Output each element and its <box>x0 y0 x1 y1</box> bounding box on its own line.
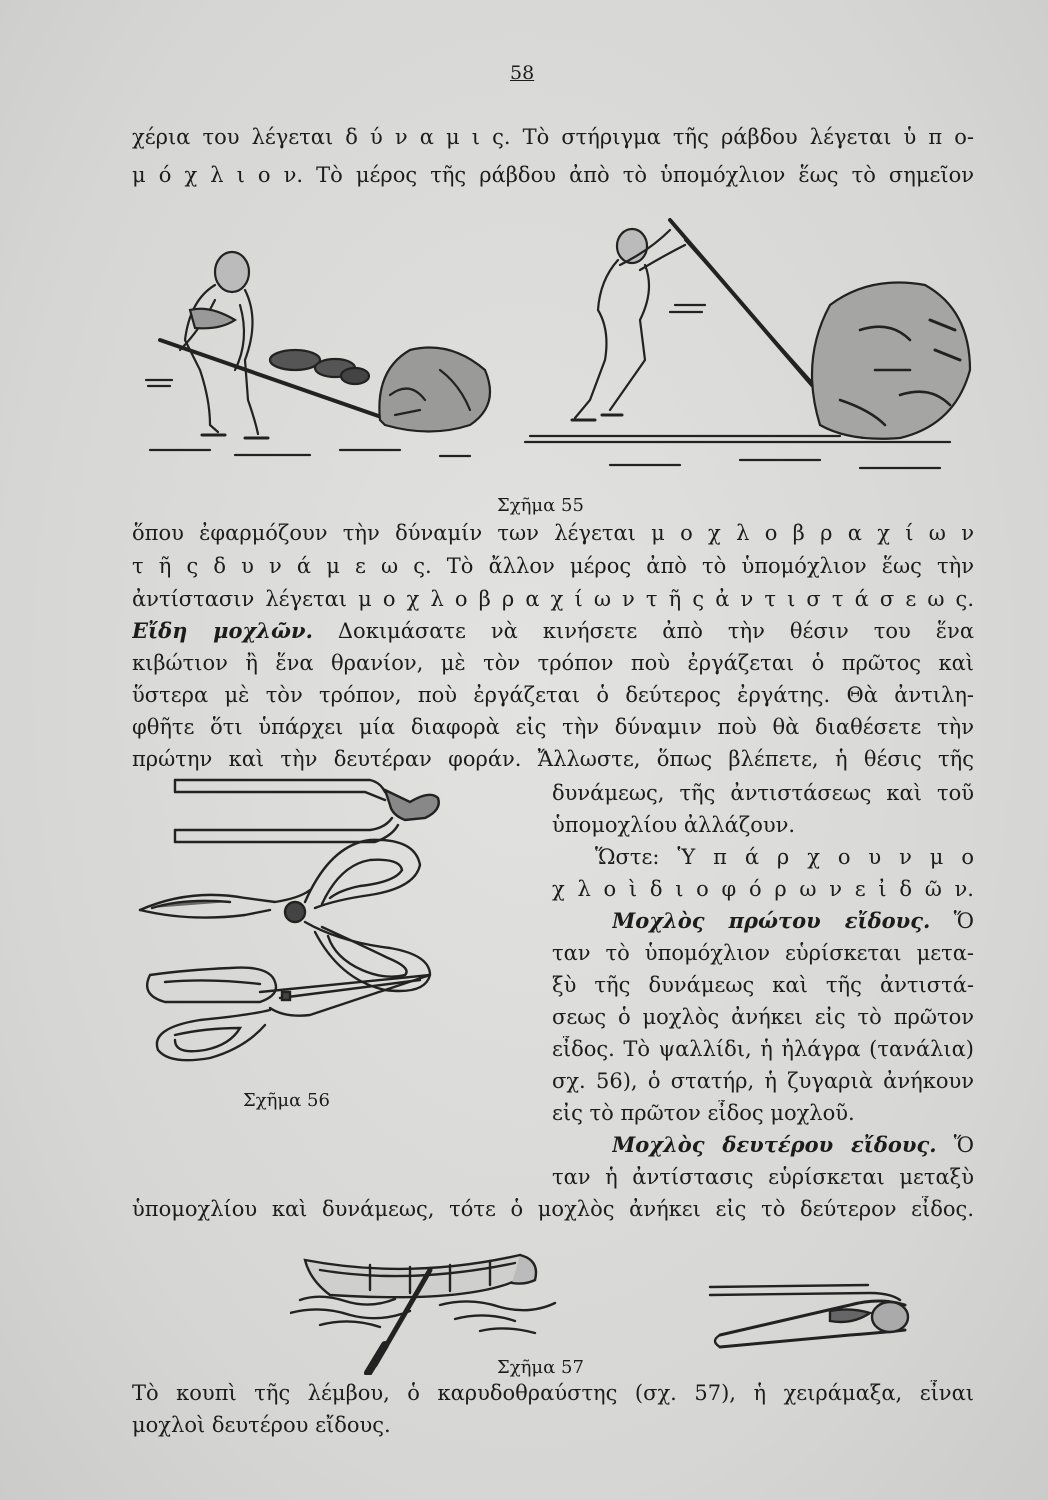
text-line: ὑπομοχλίου ἀλλάζουν. <box>552 813 796 837</box>
text-line: σχ. 56), ὁ στατήρ, ἡ ζυγαριὰ ἀνήκουν <box>552 1069 974 1093</box>
text-line: πρώτην καὶ τὴν δευτέραν φοράν. Ἄλλωστε, ὅπως βλέπετε, ἡ θέσις τῆς <box>132 747 974 771</box>
text-line: ταν τὸ ὑπομόχλιον εὑρίσκεται μετα- <box>552 941 974 965</box>
figure-57-caption: Σχῆμα 57 <box>497 1357 584 1378</box>
figure-57-oar-nutcracker <box>290 1235 950 1375</box>
text-line: Τὸ κουπὶ τῆς λέμβου, ὁ καρυδοθραύστης (σχ. 57), ἡ χειράμαξα, εἶναι <box>132 1381 974 1405</box>
text-line: σεως ὁ μοχλὸς ἀνήκει εἰς τὸ πρῶτον <box>552 1005 974 1029</box>
text-line: ὅπου ἐφαρμόζουν τὴν δύναμίν των λέγεται μ ο χ λ ο β ρ α χ ί ω ν <box>132 521 974 545</box>
text-line: μ ό χ λ ι ο ν. Τὸ μέρος τῆς ράβδου ἀπὸ τὸ ὑπομόχλιον ἕως τὸ σημεῖον <box>132 163 974 187</box>
text-line: μοχλοὶ δευτέρου εἴδους. <box>132 1413 391 1437</box>
section-3-heading: Μοχλὸς δευτέρου εἴδους. <box>612 1132 937 1157</box>
figure-56-caption: Σχῆμα 56 <box>243 1090 330 1111</box>
text-line: δυνάμεως, τῆς ἀντιστάσεως καὶ τοῦ <box>552 781 974 805</box>
section-2-heading: Μοχλὸς πρώτου εἴδους. <box>612 908 931 933</box>
section-2-first-line <box>612 908 974 934</box>
text-line: φθῆτε ὅτι ὑπάρχει μία διαφορὰ εἰς τὴν δύναμιν ποὺ θὰ διαθέσετε τὴν <box>132 715 974 739</box>
text-line: χέρια του λέγεται δ ύ ν α μ ι ς. Τὸ στήριγμα τῆς ράβδου λέγεται ὑ π ο- <box>132 125 974 149</box>
text-line: χ λ ο ὶ δ ι ο φ ό ρ ω ν ε ἰ δ ῶ ν. <box>552 877 974 901</box>
section-1-text: Δοκιμάσατε νὰ κινήσετε ἀπὸ τὴν θέσιν του ἕνα <box>337 619 974 643</box>
text-line: εἶδος. Τὸ ψαλλίδι, ἡ ἠλάγρα (τανάλια) <box>552 1037 974 1061</box>
section-3-first-line <box>612 1132 974 1158</box>
figure-55-lever-workers <box>140 210 980 475</box>
text-line: Ὥστε: Ὑ π ά ρ χ ο υ ν μ ο <box>595 845 974 869</box>
text-line: ὕστερα μὲ τὸν τρόπον, ποὺ ἐργάζεται ὁ δεύτερος ἐργάτης. Θὰ ἀντιλη- <box>132 683 974 707</box>
figure-55-caption: Σχῆμα 55 <box>497 495 584 516</box>
text-line: τ ῆ ς δ υ ν ά μ ε ω ς. Τὸ ἄλλον μέρος ἀπὸ τὸ ὑπομόχλιον ἕως τὴν <box>132 554 974 578</box>
section-2-text: Ὅ <box>953 909 974 933</box>
figure-56-pliers-scissors <box>130 770 460 1070</box>
page-number: 58 <box>510 62 535 84</box>
text-line: ὑπομοχλίου καὶ δυνάμεως, τότε ὁ μοχλὸς ἀνήκει εἰς τὸ δεύτερον εἶδος. <box>132 1197 974 1221</box>
section-3-text: Ὅ <box>953 1133 974 1157</box>
section-1-heading: Εἴδη μοχλῶν. <box>132 618 313 643</box>
text-line: ταν ἡ ἀντίστασις εὑρίσκεται μεταξὺ <box>552 1165 974 1189</box>
text-line: ξὺ τῆς δυνάμεως καὶ τῆς ἀντιστά- <box>552 973 974 997</box>
text-line: εἰς τὸ πρῶτον εἶδος μοχλοῦ. <box>552 1101 855 1125</box>
section-1-first-line <box>132 618 974 644</box>
text-line: ἀντίστασιν λέγεται μ ο χ λ ο β ρ α χ ί ω ν τ ῆ ς ἀ ν τ ι σ τ ά σ ε ω ς. <box>132 587 974 611</box>
text-line: κιβώτιον ἢ ἕνα θρανίον, μὲ τὸν τρόπον ποὺ ἐργάζεται ὁ πρῶτος καὶ <box>132 651 974 675</box>
